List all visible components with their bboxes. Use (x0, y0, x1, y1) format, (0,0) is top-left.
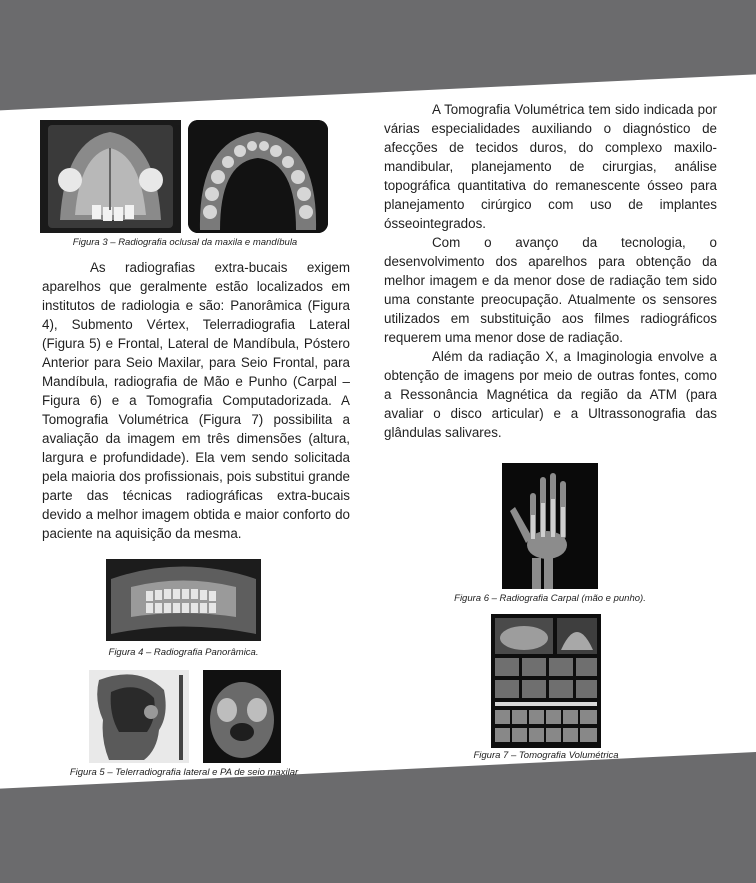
figure-7-caption: Figura 7 – Tomografia Volumétrica (473, 750, 619, 761)
lateral-skull-xray-image (89, 670, 189, 763)
figure-7-volumetric-tomography (491, 614, 601, 748)
mandible-xray-image (188, 120, 328, 233)
figure-6-carpal-xray (502, 463, 598, 589)
left-column-text (42, 258, 350, 543)
figure-5-caption: Figura 5 – Telerradiografia lateral e PA de seio maxilar (69, 767, 299, 778)
right-paragraph-2: Com o avanço da tecnologia, o desenvolvimento dos aparelhos para obtenção da melhor imagem e da menor dose de radiação tem sido uma constante preocupação. Atualmente os sensores utilizados em substituição aos filmes radiográficos requerem uma menor dose de radiação. (384, 235, 717, 345)
figure-4-caption: Figura 4 – Radiografia Panorâmica. (108, 647, 259, 658)
maxilla-xray-image (40, 120, 181, 233)
figure-4-panoramic-xray (106, 559, 261, 641)
pa-sinus-xray-image (203, 670, 281, 763)
hand-xray-image (502, 463, 598, 589)
figure-3-mandible-xray (188, 120, 328, 233)
right-paragraph-3: Além da radiação X, a Imaginologia envolve a obtenção de imagens por meio de outras fontes, como a Ressonância Magnética da região da ATM (para avaliar o disco articular) e a Ultrassonografia das glândulas salivares. (384, 349, 717, 440)
right-column-text (384, 100, 717, 442)
figure-3-maxilla-xray (40, 120, 181, 233)
figure-5-lateral-xray (89, 670, 189, 763)
left-paragraph-1: As radiografias extra-bucais exigem aparelhos que geralmente estão localizados em institutos de radiologia e são: Panorâmica (Figura 4), Submento Vértex, Telerradiografia Lateral (Figura 5) e Frontal, Lateral de Mandíbula, Póstero Anterior para Seio Maxilar, para Seio Frontal, para Mandíbula, radiografia de Mão e Punho (Carpal – Figura 6) e a Tomografia Computadorizada. A Tomografia Volumétrica (Figura 7) possibilita a avaliação da imagem em três dimensões (altura, largura e profundidade). Ela vem sendo solicitada pela maioria dos profissionais, pois substitui grande parte das técnicas radiográficas extra-bucais devido a melhor imagem obtida e maior conforto do paciente na aquisição da mesma. (42, 260, 350, 541)
right-paragraph-1: A Tomografia Volumétrica tem sido indicada por várias especialidades auxiliando o diagnóstico de afecções de tecidos duros, do complexo maxilo-mandibular, planejamento de cirurgias, análise topográfica quantitativa do remanescente ósseo para planejamento cirúrgico com uso de implantes ósseointegrados. (384, 102, 717, 231)
figure-3-caption: Figura 3 – Radiografia oclusal da maxila e mandíbula (72, 237, 298, 248)
panoramic-xray-image (106, 559, 261, 641)
figure-5-pa-sinus-xray (203, 670, 281, 763)
figure-6-caption: Figura 6 – Radiografia Carpal (mão e punho). (454, 593, 646, 604)
tomography-grid-image (491, 614, 601, 748)
